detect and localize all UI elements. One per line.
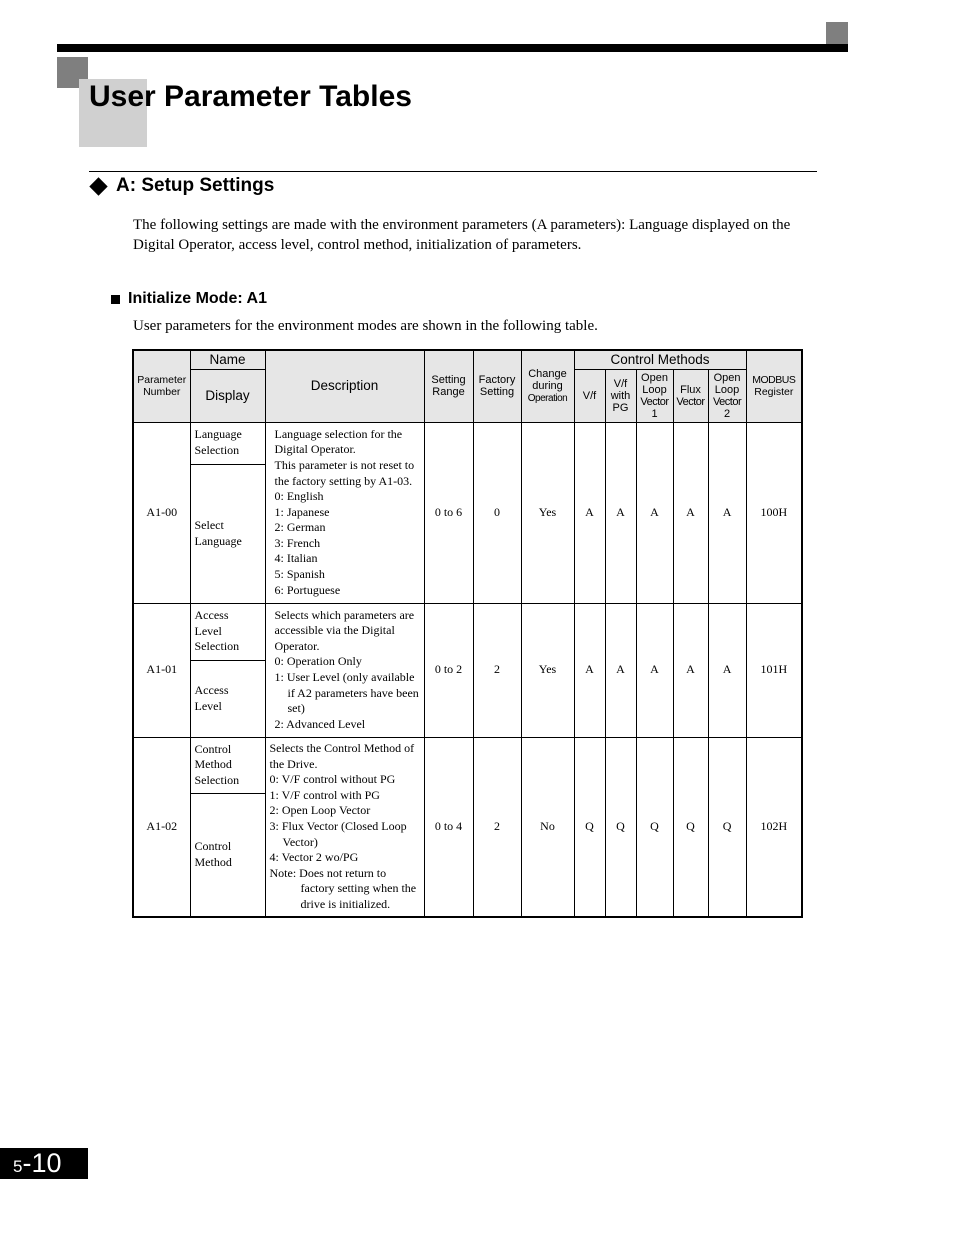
table-intro: User parameters for the environment modes are shown in the following table. (133, 318, 598, 334)
header-open-loop-vector-1: Open Loop Vector 1 (636, 369, 673, 422)
cell-vf-with-pg: A (605, 422, 636, 603)
cell-open-loop-vector-2: A (708, 422, 746, 603)
header-param-number: Parameter Number (133, 350, 190, 422)
cell-modbus-register: 101H (746, 603, 802, 737)
page-title: User Parameter Tables (89, 80, 412, 113)
top-rule-bar (57, 44, 848, 52)
diamond-bullet-icon (89, 177, 107, 195)
cell-param-number: A1-02 (133, 737, 190, 917)
page-number-tab (0, 1148, 88, 1179)
cell-open-loop-vector-1: Q (636, 737, 673, 917)
table-row (133, 422, 802, 464)
table-row (133, 737, 802, 793)
table-row (133, 603, 802, 660)
header-change-during-operation: Change during Operation (521, 350, 574, 422)
cell-setting-range: 0 to 2 (424, 603, 473, 737)
cell-display: Access Level (190, 660, 265, 737)
cell-modbus-register: 102H (746, 737, 802, 917)
parameter-table (132, 349, 803, 918)
cell-change-during-operation: No (521, 737, 574, 917)
cell-param-number: A1-01 (133, 603, 190, 737)
cell-name: Language Selection (190, 422, 265, 464)
header-vf-with-pg: V/f with PG (605, 369, 636, 422)
cell-flux-vector: A (673, 603, 708, 737)
page-number: -10 (22, 1148, 62, 1178)
header-vf: V/f (574, 369, 605, 422)
header-open-loop-vector-2: Open Loop Vector 2 (708, 369, 746, 422)
cell-vf: A (574, 603, 605, 737)
cell-change-during-operation: Yes (521, 603, 574, 737)
header-setting-range: Setting Range (424, 350, 473, 422)
header-control-methods: Control Methods (574, 350, 746, 369)
cell-flux-vector: A (673, 422, 708, 603)
cell-setting-range: 0 to 6 (424, 422, 473, 603)
subsection-title: Initialize Mode: A1 (128, 290, 267, 307)
cell-name: Access Level Selection (190, 603, 265, 660)
page-chapter: 5 (13, 1157, 23, 1176)
cell-vf-with-pg: Q (605, 737, 636, 917)
intro-paragraph: The following settings are made with the environment parameters (A parameters): Language displayed on the Digital Operator, access level, control method, initialization of parameters. (133, 217, 791, 253)
cell-vf-with-pg: A (605, 603, 636, 737)
header-row-1 (133, 350, 802, 369)
cell-open-loop-vector-2: Q (708, 737, 746, 917)
cell-param-number: A1-00 (133, 422, 190, 603)
section-rule (89, 171, 817, 172)
cell-description: Selects the Control Method of the Drive. 0: V/F control without PG 1: V/F control with PG 2: Open Loop Vector 3: Flux Vector (Closed Loop Vector) 4: Vector 2 wo/PG Note: Does not return to factory setting when the drive is initialized. (265, 737, 424, 917)
cell-description: Selects which parameters are accessible via the Digital Operator. 0: Operation Only 1: User Level (only available if A2 parameters have been set) 2: Advanced Level (265, 603, 424, 737)
cell-flux-vector: Q (673, 737, 708, 917)
header-description: Description (265, 350, 424, 422)
cell-open-loop-vector-2: A (708, 603, 746, 737)
header-factory-setting: Factory Setting (473, 350, 521, 422)
cell-name: Control Method Selection (190, 737, 265, 793)
square-bullet-icon (111, 295, 120, 304)
cell-change-during-operation: Yes (521, 422, 574, 603)
cell-setting-range: 0 to 4 (424, 737, 473, 917)
cell-factory-setting: 2 (473, 603, 521, 737)
cell-display: Select Language (190, 464, 265, 603)
subsection-heading (111, 290, 267, 308)
cell-factory-setting: 0 (473, 422, 521, 603)
section-title: A: Setup Settings (116, 175, 275, 196)
header-modbus-register: MODBUS Register (746, 350, 802, 422)
cell-description: Language selection for the Digital Operator. This parameter is not reset to the factory setting by A1-03. 0: English 1: Japanese 2: German 3: French 4: Italian 5: Spanish 6: Portuguese (265, 422, 424, 603)
cell-display: Control Method (190, 793, 265, 917)
cell-vf: Q (574, 737, 605, 917)
cell-modbus-register: 100H (746, 422, 802, 603)
header-flux-vector: Flux Vector (673, 369, 708, 422)
header-display: Display (190, 369, 265, 422)
cell-open-loop-vector-1: A (636, 603, 673, 737)
cell-vf: A (574, 422, 605, 603)
cell-open-loop-vector-1: A (636, 422, 673, 603)
section-heading (89, 175, 274, 197)
header-name: Name (190, 350, 265, 369)
corner-marker-right (826, 22, 848, 44)
cell-factory-setting: 2 (473, 737, 521, 917)
